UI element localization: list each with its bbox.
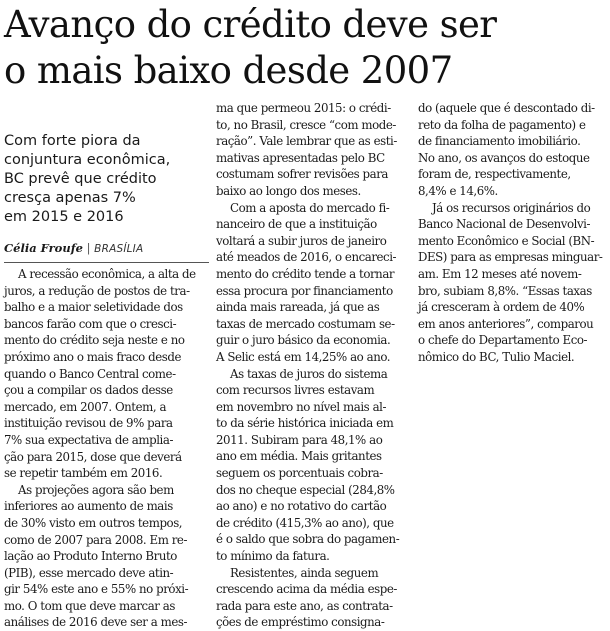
headline-line: o mais baixo desde 2007 [4, 49, 453, 92]
article-line: çou a compilar os dados desse [4, 383, 173, 398]
article-line: dos no cheque especial (284,8% [216, 482, 395, 497]
article-line: essa procura por financiamento [216, 283, 393, 298]
article-line: As projeções agora são bem [18, 482, 174, 497]
article-line: A recessão econômica, a alta de [18, 267, 196, 281]
article-line: DES) para as empresas minguar- [418, 250, 603, 265]
article-line: (PIB), esse mercado deve atin- [4, 565, 174, 580]
article-line: Com a aposta do mercado fi- [230, 200, 390, 215]
article-line: nanceiro de que a instituição [216, 217, 377, 232]
headline [4, 2, 604, 94]
article-line: até meados de 2016, o encareci- [216, 250, 397, 265]
article-line: ainda mais rareada, já que as [216, 300, 380, 315]
subheadline-line: BC prevê que crédito [4, 171, 157, 187]
article-line: bancos farão com que o cresci- [4, 316, 177, 331]
article-column-1 [4, 266, 210, 631]
article-line: As taxas de juros do sistema [230, 366, 388, 381]
article-line: de crédito (415,3% ao ano), que [216, 515, 394, 530]
article-line: No ano, os avanços do estoque [418, 150, 590, 165]
article-line: se repetir também em 2016. [4, 466, 163, 481]
article-line: próximo ano o mais fraco desde [4, 349, 182, 364]
article-line: como de 2007 para 2008. Em re- [4, 532, 187, 547]
article-line: juros, a redução de postos de tra- [4, 283, 190, 298]
article-line: to da série histórica iniciada em [216, 416, 394, 431]
article-line: ração”. Vale lembrar que as esti- [216, 134, 397, 149]
article-line: quando o Banco Central come- [4, 366, 176, 381]
article-line: seguem os porcentuais cobra- [216, 466, 383, 481]
article-line: do (aquele que é descontado di- [418, 101, 595, 115]
article-line: mento Econômico e Social (BN- [418, 233, 595, 248]
article-line: é o saldo que sobra do pagamen- [216, 532, 400, 547]
article-column-3 [418, 100, 608, 366]
article-line: nômico do BC, Tulio Maciel. [418, 349, 575, 364]
article-line: de 30% visto em outros tempos, [4, 515, 183, 530]
article-line: baixo ao longo dos meses. [216, 183, 361, 198]
article-line: bro, subiam 8,8%. “Essas taxas [418, 283, 592, 298]
article-line: crescendo acima da média espe- [216, 582, 397, 597]
article-line: 2011. Subiram para 48,1% ao [216, 432, 383, 447]
article-line: reto da folha de pagamento) e [418, 117, 586, 132]
byline [4, 241, 209, 255]
article-line: de financiamento imobiliário. [418, 134, 581, 149]
headline-line: Avanço do crédito deve ser [4, 3, 497, 46]
subheadline [4, 132, 194, 227]
article-line: Já os recursos originários do [432, 200, 591, 215]
article-line: mento do crédito seja neste e no [4, 333, 185, 348]
subheadline-line: Com forte piora da [4, 133, 141, 149]
article-line: instituição revisou de 9% para [4, 416, 173, 431]
article-line: to, no Brasil, cresce “com mode- [216, 117, 396, 132]
article-line: to mínimo da fatura. [216, 549, 330, 564]
article-line: A Selic está em 14,25% ao ano. [216, 349, 391, 364]
article-line: o chefe do Departamento Eco- [418, 333, 588, 348]
subheadline-line: cresça apenas 7% [4, 190, 136, 206]
author-name: Célia Froufe [4, 241, 83, 255]
article-line: guir o juro básico da economia. [216, 333, 391, 348]
article-line: análises de 2016 deve ser a mes- [4, 615, 188, 630]
byline-divider [4, 262, 209, 263]
article-line: rada para este ano, as contrata- [216, 598, 393, 613]
article-line: costumam sofrer revisões para [216, 167, 388, 182]
article-line: taxas de mercado costumam se- [216, 316, 395, 331]
article-line: gir 54% este ano e 55% no próxi- [4, 582, 189, 597]
article-line: inferiores ao aumento de mais [4, 499, 173, 514]
article-line: já cresceram à ordem de 40% [418, 300, 585, 315]
article-line: lação ao Produto Interno Bruto [4, 549, 177, 564]
article-line: ções de empréstimo consigna- [216, 615, 385, 630]
article-line: 8,4% e 14,6%. [418, 183, 498, 198]
article-line: mercado, em 2007. Ontem, a [4, 399, 167, 414]
subheadline-line: conjuntura econômica, [4, 152, 171, 168]
article-line: foram de, respectivamente, [418, 167, 571, 182]
article-line: Resistentes, ainda seguem [230, 565, 379, 580]
article-line: mento do crédito tende a tornar [216, 266, 395, 281]
article-line: ao ano) e no rotativo do cartão [216, 499, 387, 514]
article-line: com recursos livres estavam [216, 383, 375, 398]
article-line: Banco Nacional de Desenvolvi- [418, 217, 591, 232]
article-line: mativas apresentadas pelo BC [216, 150, 385, 165]
subheadline-line: em 2015 e 2016 [4, 209, 124, 225]
article-line: ano em média. Mais gritantes [216, 449, 382, 464]
article-line: mo. O tom que deve marcar as [4, 598, 175, 613]
dateline-place: BRASÍLIA [94, 243, 144, 255]
article-line: em anos anteriores”, comparou [418, 316, 594, 331]
article-line: em novembro no nível mais al- [216, 399, 387, 414]
article-line: ma que permeou 2015: o crédi- [216, 101, 391, 115]
article-line: voltará a subir juros de janeiro [216, 233, 387, 248]
article-line: balho e a maior seletividade dos [4, 300, 183, 315]
article-line: ção para 2015, dose que deverá [4, 449, 182, 464]
article-line: 7% sua expectativa de amplia- [4, 432, 173, 447]
article-line: am. Em 12 meses até novem- [418, 266, 582, 281]
article-column-2 [216, 100, 412, 631]
byline-separator: | [86, 241, 91, 255]
